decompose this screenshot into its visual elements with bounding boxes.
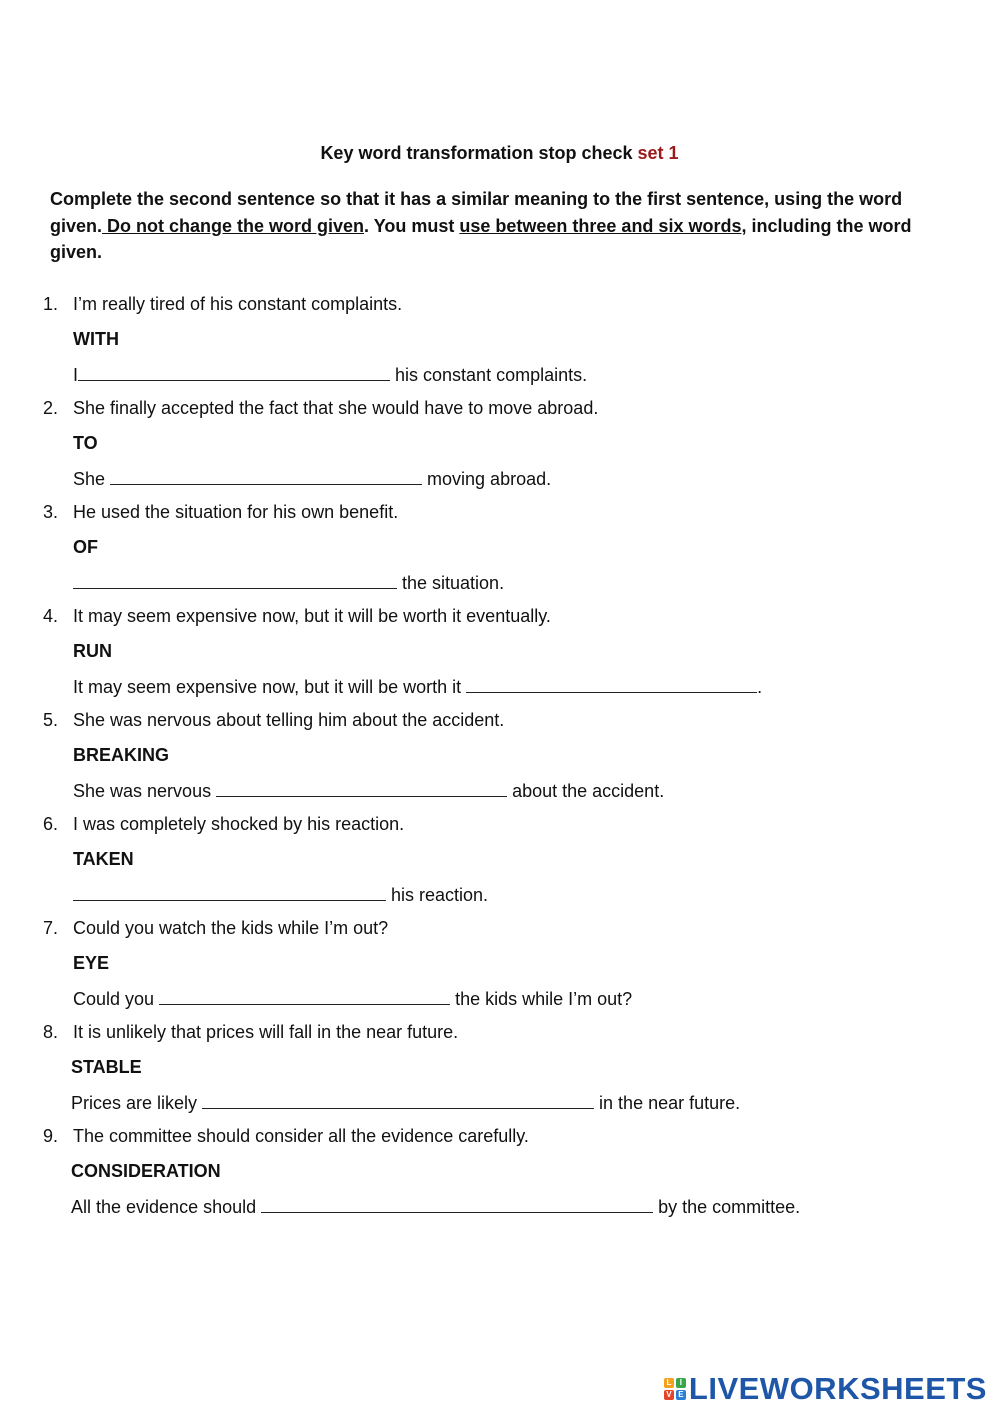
answer-prefix: She — [73, 469, 111, 489]
answer-line — [73, 674, 762, 699]
answer-blank[interactable] — [110, 466, 422, 485]
question-number: 4. — [43, 606, 59, 626]
question-sentence: Could you watch the kids while I’m out? — [73, 918, 389, 938]
logo-tile: V — [664, 1390, 674, 1400]
answer-line — [73, 778, 664, 803]
answer-suffix: about the accident. — [507, 781, 665, 801]
key-word: RUN — [73, 641, 112, 661]
logo-tile: E — [676, 1390, 686, 1400]
question-number: 1. — [43, 294, 59, 314]
key-word: TAKEN — [73, 849, 134, 869]
instructions-emphasis-2: use between three and six words — [459, 215, 742, 236]
liveworksheets-logo — [664, 1372, 987, 1406]
answer-suffix: his constant complaints. — [390, 365, 588, 385]
title-main: Key word transformation stop check — [320, 143, 633, 163]
question-sentence: I’m really tired of his constant complaints. — [73, 294, 403, 314]
question-sentence: He used the situation for his own benefit. — [73, 502, 399, 522]
question-number: 3. — [43, 502, 59, 522]
answer-prefix: She was nervous — [73, 781, 217, 801]
answer-blank[interactable] — [216, 778, 507, 797]
question-number: 6. — [43, 814, 59, 834]
answer-suffix: . — [757, 677, 763, 697]
answer-prefix: It may seem expensive now, but it will be worth it — [73, 677, 467, 697]
answer-suffix: by the committee. — [653, 1197, 801, 1217]
question-number: 7. — [43, 918, 59, 938]
instructions-part5: , including the word given. — [50, 215, 912, 262]
answer-suffix: in the near future. — [594, 1093, 741, 1113]
answer-blank[interactable] — [73, 570, 397, 589]
key-word: CONSIDERATION — [71, 1161, 221, 1181]
answer-suffix: moving abroad. — [422, 469, 552, 489]
answer-blank[interactable] — [202, 1090, 594, 1109]
answer-prefix: Prices are likely — [71, 1093, 203, 1113]
answer-prefix: Could you — [73, 989, 160, 1009]
answer-blank[interactable] — [261, 1194, 653, 1213]
question-sentence: It is unlikely that prices will fall in the near future. — [73, 1022, 459, 1042]
logo-tile: I — [676, 1378, 686, 1388]
instructions-emphasis-1: Do not change the word given — [102, 215, 365, 236]
key-word: TO — [73, 433, 98, 453]
key-word: BREAKING — [73, 745, 170, 765]
answer-blank[interactable] — [78, 362, 390, 381]
logo-text: LIVEWORKSHEETS — [688, 1371, 987, 1406]
answer-suffix: the situation. — [397, 573, 505, 593]
answer-blank[interactable] — [159, 986, 450, 1005]
question-number: 5. — [43, 710, 59, 730]
answer-line — [73, 466, 551, 491]
answer-line — [73, 362, 587, 387]
logo-tile: L — [664, 1378, 674, 1388]
instructions-part3: . You must — [364, 215, 460, 236]
question-number: 9. — [43, 1126, 59, 1146]
answer-blank[interactable] — [466, 674, 757, 693]
answer-line — [73, 882, 488, 907]
answer-prefix: I — [73, 365, 79, 385]
instructions — [50, 186, 955, 266]
answer-prefix: All the evidence should — [71, 1197, 262, 1217]
question-number: 8. — [43, 1022, 59, 1042]
answer-line — [73, 570, 504, 595]
question-sentence: She was nervous about telling him about the accident. — [73, 710, 505, 730]
answer-blank[interactable] — [73, 882, 386, 901]
question-sentence: It may seem expensive now, but it will be worth it eventually. — [73, 606, 551, 626]
answer-suffix: the kids while I’m out? — [450, 989, 633, 1009]
key-word: EYE — [73, 953, 110, 973]
key-word: STABLE — [71, 1057, 142, 1077]
instructions-part1: Complete the second sentence so that it has a similar meaning to the first sentence, using the word given. — [50, 189, 903, 236]
question-sentence: I was completely shocked by his reaction. — [73, 814, 405, 834]
key-word: OF — [73, 537, 98, 557]
answer-line — [71, 1194, 800, 1219]
answer-line — [71, 1090, 740, 1115]
question-sentence: The committee should consider all the evidence carefully. — [73, 1126, 529, 1146]
title-accent: set 1 — [637, 143, 679, 163]
key-word: WITH — [73, 329, 119, 349]
page-title — [0, 141, 999, 165]
question-number: 2. — [43, 398, 59, 418]
logo-mark-icon — [664, 1378, 686, 1400]
answer-suffix: his reaction. — [386, 885, 489, 905]
question-sentence: She finally accepted the fact that she would have to move abroad. — [73, 398, 599, 418]
answer-line — [73, 986, 632, 1011]
